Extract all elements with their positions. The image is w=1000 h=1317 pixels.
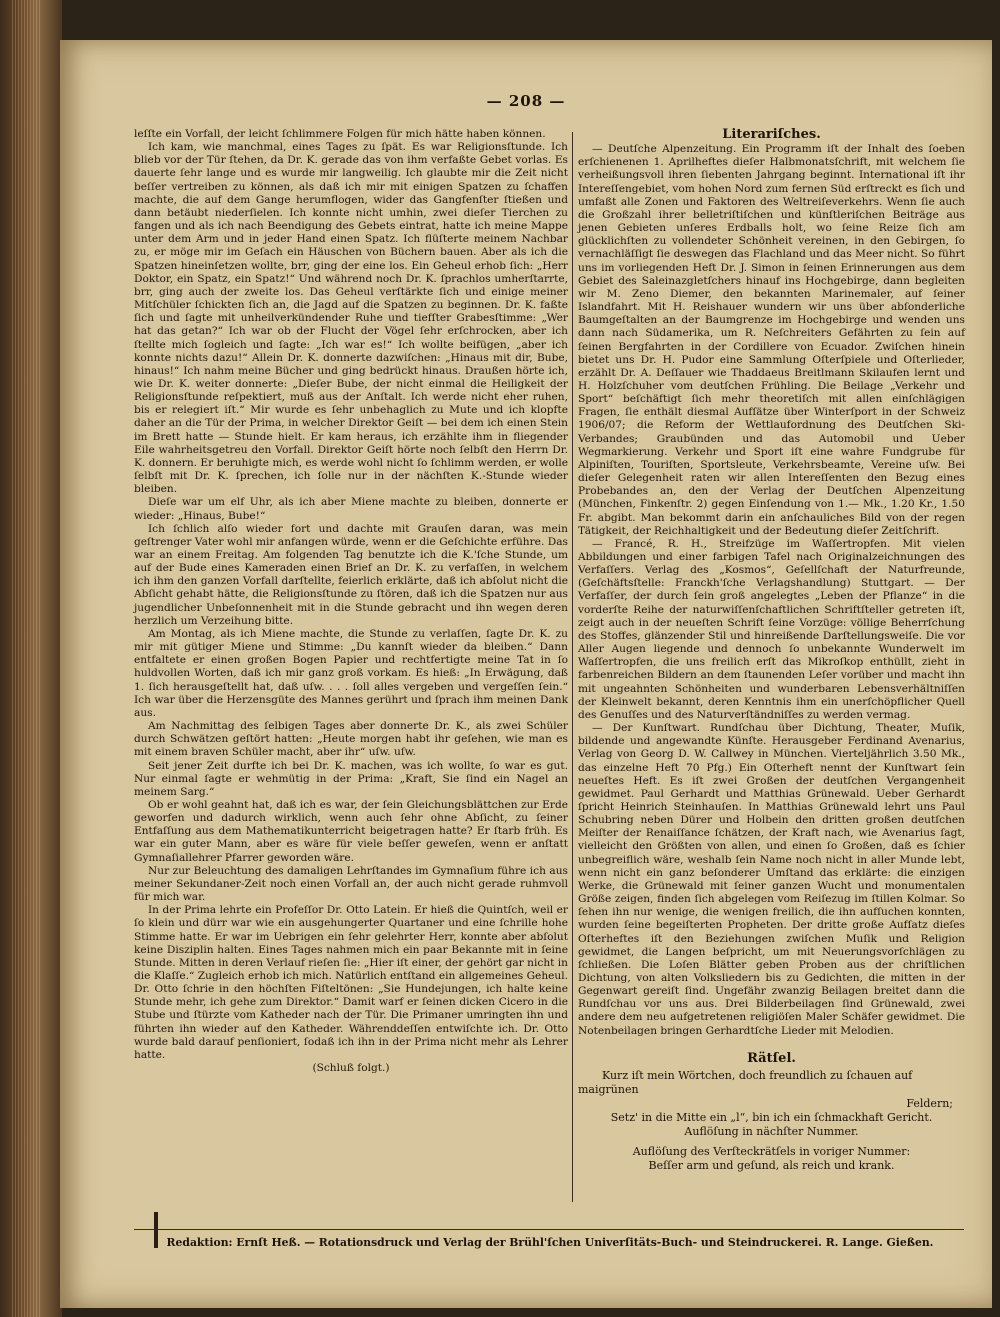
review-kunstwart: — Der Kunſtwart. Rundſchau über Dichtung, Theater, Muſik, bildende und angewandte Künſte. Herausgeber Ferdinand Avenarius, Verlag von Georg D. W. Callwey in München. Vierteljährlich 3.50 Mk., das einzelne Heft 70 Pfg.) Ein Oſterheft nennt der Kunſtwart ſein neueſtes Heft. Es iſt zwei Großen der deutſchen Vergangenheit gewidmet. Paul Gerhardt und Matthias Grünewald. Ueber Gerhardt ſpricht Heinrich Steinhauſen. In Matthias Grünewald lehrt uns Paul Schubring neben Dürer und Holbein den dritten großen deutſchen Meiſter der Renaiſſance ſchätzen, der Kraft nach, wie Avenarius ſagt, vielleicht den Größten von allen, und einen ſo Großen, daß es ſchier unbegreiflich wäre, weshalb ſein Name noch nicht in aller Munde lebt, wenn nicht ein ganz beſonderer Umſtand das erklärte: die einzigen Werke, die Grünewald mit ſeiner ganzen Wucht und monumentalen Größe zeigen, finden ſich abgelegen vom Reiſezug im ſtillen Kolmar. So ſehen ihn nur wenige, die wenigen freilich, die ihn aufſuchen konnten, wurden ſeine begeiſterten Propheten. Der dritte große Aufſatz dieſes Oſterheftes iſt den Beziehungen zwiſchen Muſik und Religion gewidmet, die Langen beſpricht, um mit Neuerungsvorſchlägen zu ſchließen. Die Loſen Blätter geben Proben aus der chriſtlichen Dichtung, von alten Volksliedern bis zu Gedichten, die mitten in der Gegenwart gereiſt ſind. Ungefähr zwanzig Beilagen breitet dann die Rundſchau vor uns aus. Drei Bilderbeilagen ſind Grünewald, zwei andere dem neu aufgetretenen religiöſen Maler Schäfer gewidmet. Die Notenbeilagen bringen Gerhardtſche Lieder mit Melodien. xyxy=(578,722,965,1037)
paragraph: Am Montag, als ich Miene machte, die Stunde zu verlaſſen, ſagte Dr. K. zu mir mit gütiger Miene und Stimme: „Du kannſt wieder da bleiben.“ Dann entfaltete er einen großen Bogen Papier und rechtfertigte meine Tat in ſo huldvollen Worten, daß ich mir ganz groß vorkam. Es hieß: „In Erwägung, daß 1. ſich herausgeſtellt hat, daß uſw. . . . ſoll alles vergeben und vergeſſen ſein.“ Ich war über die Herzensgüte des Mannes gerührt und ſprach ihm meinen Dank aus. xyxy=(134,627,568,719)
page-number: — 208 — xyxy=(486,92,566,110)
paragraph: Ich kam, wie manchmal, eines Tages zu ſpät. Es war Religionsſtunde. Ich blieb vor der Tür ſtehen, da Dr. K. gerade das von ihm verfaßte Gebet vorlas. Es dauerte ſehr lange und es wurde mir langweilig. Ich glaubte mir die Zeit nicht beſſer vertreiben zu können, als daß ich mir mit einigen Spatzen zu ſchaffen machte, die auf dem Gange herumflogen, wider das Gangfenſter ſtießen und dann betäubt niederſielen. Ich konnte nicht umhin, zwei dieſer Tierchen zu fangen und als ich nach Beendigung des Gebets eintrat, hatte ich meine Mappe unter dem Arm und in jeder Hand einen Spatz. Ich flüſterte meinem Nachbar zu, er möge mir im Geſach ein Häuschen von Büchern bauen. Aber als ich die Spatzen hineinſetzen wollte, brr, ging der eine los. Ein Geheul erhob ſich: „Herr Doktor, ein Spatz, ein Spatz!“ Und während noch Dr. K. ſprachlos umherſtarrte, brr, ging auch der zweite los. Das Geheul verſtärkte ſich und einige meiner Mitſchüler ſchickten ſich an, die Jagd auf die Spatzen zu beginnen. Dr. K. faßte ſich und ſagte mit unheilverkündender Ruhe und tiefſter Grabesſtimme: „Wer hat das getan?“ Ich war ob der Flucht der Vögel ſehr erſchrocken, aber ich ſtellte mich ſogleich und ſagte: „Ich war es!“ Ich wollte beifügen, „aber ich konnte nichts dazu!“ Allein Dr. K. donnerte dazwiſchen: „Hinaus mit dir, Bube, hinaus!“ Ich nahm meine Bücher und ging bedrückt hinaus. Draußen hörte ich, wie Dr. K. weiter donnerte: „Dieſer Bube, der nicht einmal die Heiligkeit der Religionsſtunde reſpektiert, muß aus der Anſtalt. Ich werde nicht eher ruhen, bis er relegiert iſt.“ Mir wurde es ſehr unbehaglich zu Mute und ich klopfte daher an die Tür der Prima, in welcher Direktor Geiſt — bei dem ich einen Stein im Brett hatte — Stunde hielt. Er kam heraus, ich erzählte ihm in fliegender Eile wahrheitsgetreu den Vorfall. Direktor Geiſt hörte noch ſelbſt den Herrn Dr. K. donnern. Er beruhigte mich, es werde wohl nicht ſo ſchlimm werden, er wolle ſelbſt mit Dr. K. ſprechen, ich ſolle nur in der nächſten K.-Stunde wieder bleiben. xyxy=(134,141,568,496)
riddle-solution: Beſſer arm und geſund, als reich und krank. xyxy=(648,1158,895,1172)
paragraph: Nur zur Beleuchtung des damaligen Lehrſtandes im Gymnaſium führe ich aus meiner Sekundaner-Zeit noch einen Vorfall an, der auch nicht gerade ruhmvoll für mich war. xyxy=(134,864,568,904)
right-column xyxy=(578,128,965,1173)
book-binding xyxy=(0,0,62,1317)
riddle-title: Rätſel. xyxy=(747,1050,796,1066)
riddle-line: Kurz iſt mein Wörtchen, doch freundlich zu ſchauen auf maigrünen xyxy=(578,1068,913,1096)
paragraph: Am Nachmittag des ſelbigen Tages aber donnerte Dr. K., als zwei Schüler durch Schwätzen geſtört hatten: „Heute morgen habt ihr geſehen, wie man es mit einem braven Schüler macht, aber ihr“ uſw. uſw. xyxy=(134,720,568,759)
imprint-footer: Redaktion: Ernſt Heß. — Rotationsdruck und Verlag der Brühl'ſchen Univerſitäts-Buch- und Steindruckerei. R. Lange. Gießen. xyxy=(166,1236,934,1249)
paragraph: Ob er wohl geahnt hat, daß ich es war, der ſein Gleichungsblättchen zur Erde geworfen und dadurch wirklich, wenn auch ſehr ohne Abſicht, zu ſeiner Entfaſſung aus dem Mathematikunterricht beigetragen hatte? Er ſtarb früh. Es war ein guter Mann, aber es wäre für viele beſſer geweſen, wenn er anſtatt Gymnaſiallehrer Pfarrer geworden wäre. xyxy=(134,798,568,864)
column-divider xyxy=(572,132,573,1202)
riddle-line: Feldern; xyxy=(906,1096,953,1110)
review-alpenzeitung: — Deutſche Alpenzeitung. Ein Programm iſt der Inhalt des ſoeben erſchienenen 1. Aprilheftes dieſer Halbmonatsſchrift, mit welchem ſie verheißungsvoll ihren ſiebenten Jahrgang beginnt. International iſt ihr Intereſſengebiet, vom hohen Nord zum fernen Süd erſtreckt es ſich und umfaßt alle Zonen und Faktoren des Weltreiſeverkehrs. Wenn ſie auch die Großzahl ihrer belletriſtiſchen und künſtleriſchen Beiträge aus jenen Gebieten unſeres Erdballs holt, wo ſeine Reize ſich am glücklichſten zu vollendeter Schönheit vereinen, in den Gebirgen, ſo vernachläſſigt ſie deswegen das Flachland und das Meer nicht. So führt uns im vorliegenden Heft Dr. J. Simon in ſeinen Erinnerungen aus dem Gebiet des Saleinazgletſchers hinauf ins Hochgebirge, dann begleiten wir M. Zeno Diemer, den bekannten Marinemaler, auf ſeiner Islandfahrt. Mit H. Reishauer wundern wir uns über abſonderliche Baumgeſtalten an der Baumgrenze im Hochgebirge und wenden uns dann nach Südamerika, um R. Neſchreiters Gefährten zu ſein auf ſeinen Bergfahrten in der Cordillere von Ecuador. Zwiſchen hinein bietet uns Dr. H. Pudor eine Sammlung Oſterſpiele und Oſterlieder, erzählt Dr. A. Deſſauer wie Thaddaeus Breitlmann Skilaufen lernt und H. Holzſchuher vom deutſchen Frühling. Die Beilage „Verkehr und Sport“ beſchäftigt ſich mehr theoretiſch mit allen einſchlägigen Fragen, ſie enthält diesmal Aufſätze über Winterſport in der Schweiz 1906/07; die Reform der Wettlaufordnung des Deutſchen Ski-Verbandes; Graubünden und das Automobil und Ueber Wegmarkierung. Verkehr und Sport iſt eine wahre Fundgrube für Alpiniſten, Touriſten, Sportsleute, Verkehrsbeamte, Vereine uſw. Bei dieſer Gelegenheit raten wir allen Intereſſenten den Bezug eines Probebandes an, den der Verlag der Deutſchen Alpenzeitung (München, Finkenſtr. 2) gegen Einſendung von 1.— Mk., 1.20 Kr., 1.50 Fr. abgibt. Man bekommt darin ein anſchauliches Bild von der regen Tätigkeit, der Reichhaltigkeit und der Bedeutung dieſer Zeitſchrift. xyxy=(578,143,965,537)
footer-rule xyxy=(134,1229,964,1230)
literature-heading: Literariſches. xyxy=(722,127,821,142)
riddle-line: Auflöſung in nächſter Nummer. xyxy=(684,1124,859,1138)
riddle-line: Setz' in die Mitte ein „l“, bin ich ein ſchmackhaft Gericht. xyxy=(610,1110,933,1124)
to-be-continued-note: (Schluß folgt.) xyxy=(312,1062,390,1075)
paragraph: Ich ſchlich alſo wieder fort und dachte mit Grauſen daran, was mein geſtrenger Vater wohl mir anfangen würde, wenn er die Geſchichte erführe. Das war an einem Freitag. Am folgenden Tag benutzte ich die K.'ſche Stunde, um auf der Bude eines Kameraden einen Brief an Dr. K. zu verfaſſen, in welchem ich ihm den ganzen Vorfall darſtellte, feierlich erklärte, daß ich abſolut nicht die Abſicht gehabt hätte, die Religionsſtunde zu ſtören, daß ich die Spatzen nur aus jugendlicher Unbeſonnenheit mit in die Stunde gebracht und ihn wegen deren herzlich um Verzeihung bitte. xyxy=(134,522,568,627)
paragraph: In der Prima lehrte ein Profeſſor Dr. Otto Latein. Er hieß die Quintſch, weil er ſo klein und dürr war wie ein ausgehungerter Quartaner und eine ſchrille hohe Stimme hatte. Er war im Uebrigen ein ſehr gelehrter Herr, konnte aber abſolut keine Disziplin halten. Eines Tages nahmen mich ein paar Bekannte mit in ſeine Stunde. Mitten in deren Verlauf rieſen ſie: „Hier iſt einer, der gehört gar nicht in die Klaſſe.“ Zugleich erhob ich mich. Natürlich entſtand ein allgemeines Geheul. Dr. Otto ſchrie in den höchſten Fiſteltönen: „Sie Hundejungen, ich halte keine Stunde mehr, ich gehe zum Direktor.“ Damit warf er ſeinen dicken Cicero in die Stube und ſtürzte vom Katheder nach der Tür. Die Primaner umringten ihn und führten ihn wieder auf den Katheder. Währenddeſſen entwiſchte ich. Dr. Otto wurde bald darauf penſioniert, ſodaß ich ihn in der Prima nicht mehr als Lehrer hatte. xyxy=(134,904,568,1061)
paragraph: Dieſe war um elf Uhr, als ich aber Miene machte zu bleiben, donnerte er wieder: „Hinaus, Bube!“ xyxy=(134,496,568,522)
left-column xyxy=(134,128,568,1075)
newspaper-page xyxy=(60,40,992,1308)
paragraph: leſſte ein Vorfall, der leicht ſchlimmere Folgen für mich hätte haben können. xyxy=(134,128,546,140)
riddle-solution-heading: Auflöſung des Verſteckrätſels in voriger Nummer: xyxy=(632,1144,911,1158)
review-wassertropfen: — Francé, R. H., Streifzüge im Waſſertropfen. Mit vielen Abbildungen und einer farbigen Tafel nach Originalzeichnungen des Verfaſſers. Verlag des „Kosmos“, Geſellſchaft der Naturfreunde, (Geſchäftsſtelle: Franckh'ſche Verlagshandlung) Stuttgart. — Der Verfaſſer, der durch ſein groß angelegtes „Leben der Pflanze“ in die vorderſte Reihe der naturwiſſenſchaftlichen Schriftſteller getreten iſt, zeigt auch in der neueſten Schrift ſeine Vorzüge: völlige Beherrſchung des Stoffes, glänzender Stil und hinreißende Darſtellungsweiſe. Die vor Aller Augen liegende und dennoch ſo unbekannte Wunderwelt im Waſſertropfen, die uns freilich erſt das Mikroſkop enthüllt, zieht in farbenreichen Bildern an dem ſtaunenden Leſer vorüber und macht ihn mit ungeahnten Schönheiten und wunderbaren Lebensverhältniſſen der Kleinwelt bekannt, deren Kenntnis ihm ein unerſchöpflicher Quell des Genuſſes und des Naturverſtändniſſes zu werden vermag. xyxy=(578,537,965,721)
paragraph: Seit jener Zeit durfte ich bei Dr. K. machen, was ich wollte, ſo war es gut. Nur einmal ſagte er wehmütig in der Prima: „Kraft, Sie ſind ein Nagel an meinem Sarg.“ xyxy=(134,759,568,798)
riddle-section xyxy=(578,1052,965,1173)
